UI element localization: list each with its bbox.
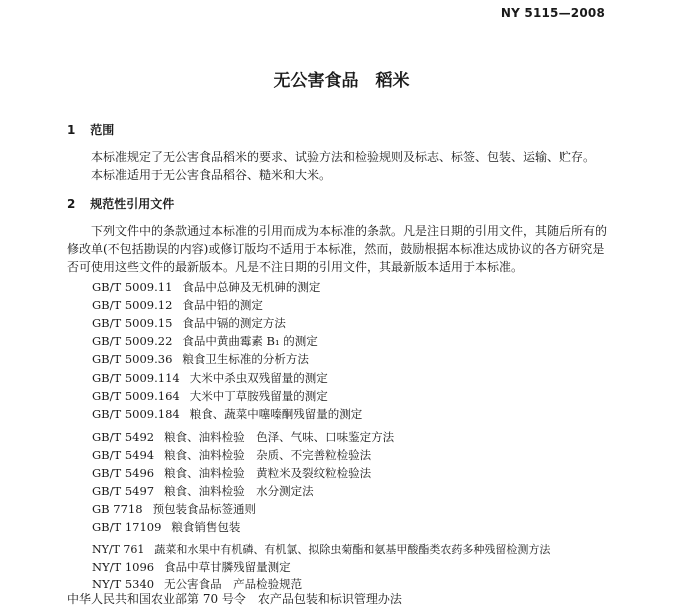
reference-title: 食品中铅的测定 — [182, 298, 263, 312]
reference-item — [92, 429, 394, 445]
reference-code: GB/T 5009.15 — [92, 316, 173, 330]
reference-code: NY/T 1096 — [92, 560, 155, 574]
section-number: 2 — [67, 197, 76, 211]
reference-item — [92, 315, 286, 331]
reference-code: GB/T 17109 — [92, 520, 162, 534]
reference-code: NY/T 761 — [92, 543, 145, 556]
reference-code: GB/T 5496 — [92, 466, 155, 480]
reference-item — [92, 501, 256, 517]
section-number: 1 — [67, 123, 76, 137]
reference-code: GB/T 5009.22 — [92, 334, 173, 348]
reference-item — [92, 388, 328, 404]
reference-item — [92, 297, 263, 313]
section-title: 范围 — [90, 123, 115, 137]
reference-item — [92, 370, 328, 386]
scope-paragraph-1: 本标准规定了无公害食品稻米的要求、试验方法和检验规则及标志、标签、包装、运输、贮存。 — [91, 150, 596, 164]
reference-title: 粮食卫生标准的分析方法 — [182, 352, 309, 366]
reference-item — [92, 465, 371, 481]
reference-code: GB/T 5009.12 — [92, 298, 173, 312]
reference-code: GB 7718 — [92, 502, 143, 516]
reference-title: 食品中总砷及无机砷的测定 — [182, 280, 321, 294]
section-heading-scope — [67, 121, 114, 138]
reference-code: GB/T 5492 — [92, 430, 155, 444]
reference-item — [92, 351, 309, 367]
reference-code: GB/T 5497 — [92, 484, 155, 498]
reference-title: 食品中镉的测定方法 — [182, 316, 286, 330]
reference-item — [92, 483, 314, 499]
reference-code: GB/T 5009.11 — [92, 280, 173, 294]
scope-paragraph-2: 本标准适用于无公害食品稻谷、糙米和大米。 — [91, 168, 332, 182]
reference-title: 粮食、油料检验 色泽、气味、口味鉴定方法 — [164, 430, 395, 444]
reference-title: 食品中草甘膦残留量测定 — [164, 560, 291, 574]
reference-code: GB/T 5009.36 — [92, 352, 173, 366]
reference-title: 粮食、油料检验 水分测定法 — [164, 484, 314, 498]
reference-item — [92, 406, 362, 422]
reference-code: NY/T 5340 — [92, 577, 155, 591]
reference-item — [92, 559, 291, 575]
reference-code: GB/T 5009.184 — [92, 407, 180, 421]
section-title: 规范性引用文件 — [90, 197, 175, 211]
reference-code: GB/T 5494 — [92, 448, 155, 462]
reference-title: 蔬菜和水果中有机磷、有机氯、拟除虫菊酯和氨基甲酸酯类农药多种残留检测方法 — [154, 543, 551, 556]
cut-off-reference-line: 中华人民共和国农业部第 70 号令 农产品包装和标识管理办法 — [67, 592, 402, 606]
references-intro-paragraph: 下列文件中的条款通过本标准的引用而成为本标准的条款。凡是注日期的引用文件，其随后所有的修改单(不包括勘误的内容)或修订版均不适用于本标准，然而，鼓励根据本标准达成协议的各方研究是否可使用这些文件的最新版本。凡是不注日期的引用文件，其最新版本适用于本标准。 — [67, 224, 608, 274]
reference-title: 大米中丁草胺残留量的测定 — [189, 389, 328, 403]
reference-title: 粮食销售包装 — [171, 520, 241, 534]
reference-code: GB/T 5009.164 — [92, 389, 180, 403]
reference-title: 大米中杀虫双残留量的测定 — [189, 371, 328, 385]
standard-number: NY 5115—2008 — [500, 6, 605, 20]
reference-title: 粮食、蔬菜中噻嗪酮残留量的测定 — [189, 407, 363, 421]
reference-title: 无公害食品 产品检验规范 — [164, 577, 303, 591]
reference-item — [92, 333, 318, 349]
reference-title: 粮食、油料检验 黄粒米及裂纹粒检验法 — [164, 466, 372, 480]
reference-item — [92, 447, 371, 463]
reference-title: 粮食、油料检验 杂质、不完善粒检验法 — [164, 448, 372, 462]
reference-title: 食品中黄曲霉素 B₁ 的测定 — [182, 334, 318, 348]
document-title: 无公害食品 稻米 — [273, 71, 410, 91]
reference-item — [92, 519, 240, 535]
reference-item — [92, 279, 320, 295]
reference-title: 预包装食品标签通则 — [152, 502, 257, 516]
reference-item — [92, 541, 550, 557]
section-heading-references — [67, 195, 174, 212]
reference-code: GB/T 5009.114 — [92, 371, 180, 385]
